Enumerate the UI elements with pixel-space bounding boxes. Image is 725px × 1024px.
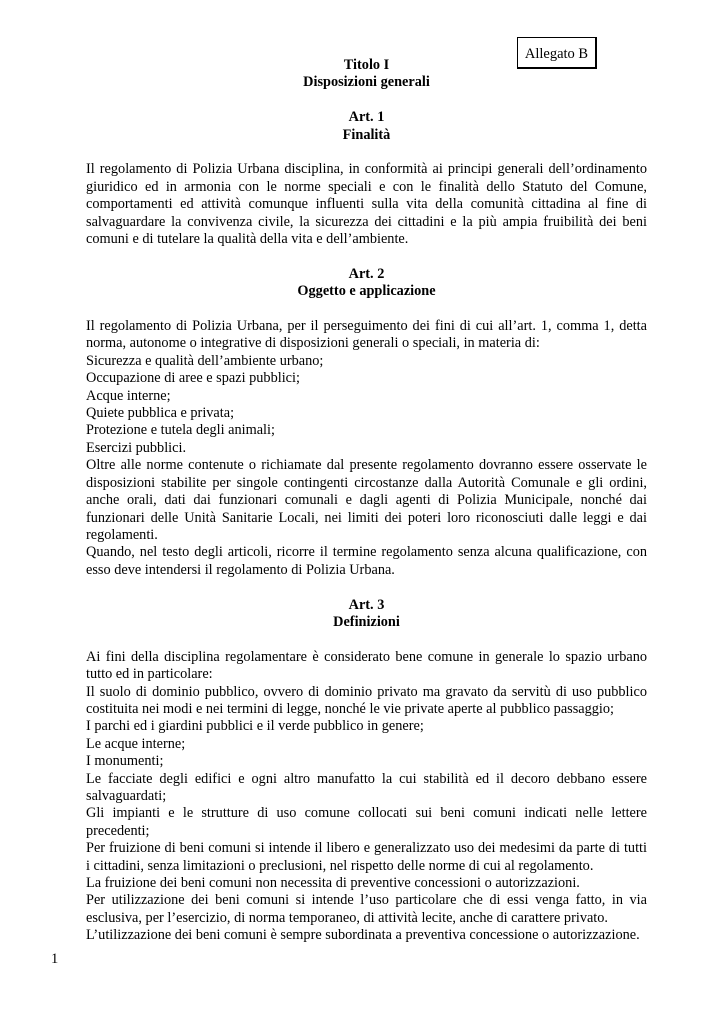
page-number: 1	[51, 951, 59, 967]
art1-paragraph: Il regolamento di Polizia Urbana disciplina, in conformità ai principi generali dell’ordinamento giuridico ed in armonia con le norme speciali e con le finalità dello Statuto del Comune, comportamenti ed attività comunque influenti sulla vita della comunità cittadina al fine di salvaguardare la convivenza civile, la sicurezza dei cittadini e la più ampia fruibilità dei beni comuni e di tutelare la qualità della vita e dell’ambiente.	[86, 161, 647, 248]
art3-paragraph: I monumenti;	[86, 753, 164, 770]
art3-paragraph: Le acque interne;	[86, 735, 186, 752]
art3-paragraph: Il suolo di dominio pubblico, ovvero di dominio privato ma gravato da servitù di uso pubblico costituita nei modi e nei termini di legge, nonché le vie private aperte al pubblico passaggio;	[86, 683, 647, 717]
art3-paragraph: La fruizione dei beni comuni non necessita di preventive concessioni o autorizzazioni.	[86, 875, 580, 891]
art2-title: Oggetto e applicazione	[297, 283, 436, 300]
titolo-line: Titolo I	[343, 57, 390, 73]
titolo-subtitle: Disposizioni generali	[303, 74, 430, 91]
art2-list-item: Quiete pubblica e privata;	[86, 405, 235, 422]
art2-list-item: Acque interne;	[86, 387, 171, 404]
art2-list-item: Protezione e tutela degli animali;	[86, 422, 275, 439]
art2-list-item: Esercizi pubblici.	[86, 439, 187, 456]
art3-number: Art. 3	[348, 596, 385, 613]
art3-paragraph: Per fruizione di beni comuni si intende il libero e generalizzato uso dei medesimi da parte di tutti i cittadini, senza limitazioni o preclusioni, nel rispetto delle norme di cui al regolamento.	[86, 840, 647, 874]
art2-list-item: Sicurezza e qualità dell’ambiente urbano;	[86, 352, 324, 369]
art3-paragraph: I parchi ed i giardini pubblici e il verde pubblico in genere;	[86, 718, 424, 735]
art3-paragraph: L’utilizzazione dei beni comuni è sempre subordinata a preventiva concessione o autorizzazione.	[86, 927, 640, 944]
document-body	[86, 57, 647, 945]
allegato-box: Allegato B	[517, 37, 597, 69]
art2-paragraph: Quando, nel testo degli articoli, ricorre il termine regolamento senza alcuna qualificazione, con esso deve intendersi il regolamento di Polizia Urbana.	[86, 544, 647, 578]
art2-paragraph-intro: Il regolamento di Polizia Urbana, per il perseguimento dei fini di cui all’art. 1, comma 1, detta norma, autonome o integrative di disposizioni generali o speciali, in materia di:	[86, 318, 647, 352]
art2-paragraph: Oltre alle norme contenute o richiamate dal presente regolamento dovranno essere osservate le disposizioni stabilite per singole contingenti circostanze dalla Autorità Comunale e gli ordini, anche orali, dati dai funzionari comunali e dagli agenti di Polizia Municipale, nonché dai funzionari delle Unità Sanitarie Locali, nei limiti dei poteri loro riconosciuti dalle leggi e dai regolamenti.	[86, 457, 647, 543]
art3-title: Definizioni	[333, 613, 400, 630]
art2-list-item: Occupazione di aree e spazi pubblici;	[86, 370, 300, 387]
art3-paragraph: Ai fini della disciplina regolamentare è considerato bene comune in generale lo spazio urbano tutto ed in particolare:	[86, 648, 647, 683]
art3-paragraph: Per utilizzazione dei beni comuni si intende l’uso particolare che di essi venga fatto, in via esclusiva, per l’esercizio, di norma temporaneo, di attività lecite, anche di carattere privato.	[86, 892, 647, 926]
art1-number: Art. 1	[348, 109, 385, 126]
art1-title: Finalità	[342, 126, 391, 143]
art3-paragraph: Gli impianti e le strutture di uso comune collocati sui beni comuni indicati nelle lettere precedenti;	[86, 805, 647, 839]
art2-number: Art. 2	[348, 265, 385, 282]
art3-paragraph: Le facciate degli edifici e ogni altro manufatto la cui stabilità ed il decoro debbano essere salvaguardati;	[86, 770, 647, 804]
